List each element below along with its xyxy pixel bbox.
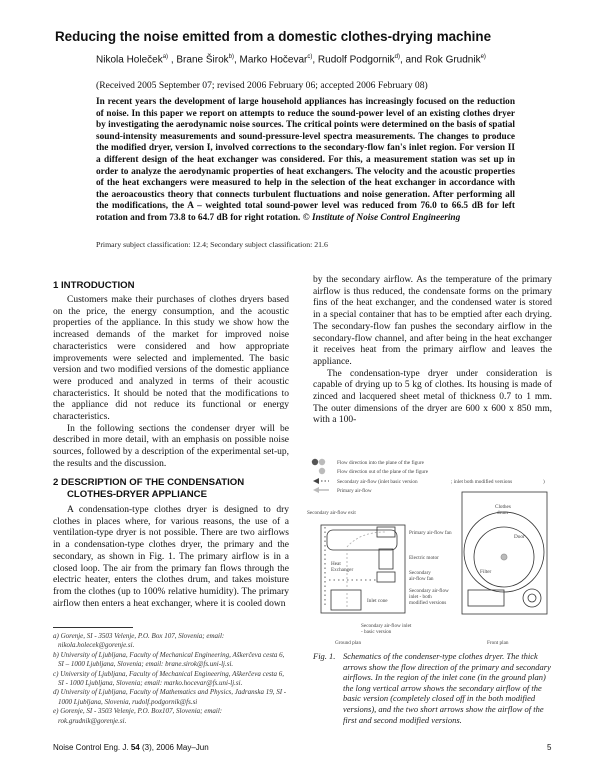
subject-classification: Primary subject classification: 12.4; Secondary subject classification: 21.6 <box>96 240 328 249</box>
figure-label: Filter <box>480 569 492 575</box>
section-heading: 1 INTRODUCTION <box>53 280 135 291</box>
affiliation-mark: c) <box>307 54 313 60</box>
flow-into-icon <box>312 459 318 465</box>
journal-footer <box>53 743 209 752</box>
legend-label: ) <box>543 479 545 485</box>
footnote: c) University of Ljubljana, Faculty of Mechanical Engineering, Aškerčeva cesta 6, SI - 1000 Ljubljana, Slovenia; email: marko.hocevar@fs.uni-lj.si. <box>53 669 285 688</box>
ground-plan <box>307 509 452 646</box>
secondary-arrow-icon <box>313 478 319 484</box>
figure-label: Electric motor <box>409 555 439 561</box>
journal-volume: 54 <box>130 743 140 752</box>
section-introduction <box>53 280 289 471</box>
journal-issue: (3), 2006 May–Jun <box>141 743 209 752</box>
author-list: Nikola Holeček$^{a)}$ , Brane Širok$^{b)}$, Marko Hočevar$^{c)}$, Rudolf Podgornik$^{d)}$, and Rok Grudnik$^{e)}$ <box>96 54 486 66</box>
section-description <box>53 477 289 610</box>
footnote: d) University of Ljubljana, Faculty of Mathematics and Physics, Jadranska 19, SI - 1000 Ljubljana, Slovenia, rudolf.podgornik@fs.si <box>53 688 287 706</box>
paragraph: by the secondary airflow. As the temperature of the primary airflow is thus reduced, the condensate forms on the primary fins of the heat exchanger, and the condensed water is stored in a special container that has to be emptied after each drying. The secondary-flow fan pushes the secondary airflow in the secondary-flow channel, and after being in the heat exchanger it receives heat from the primary airflow and leaves the appliance. <box>313 275 552 367</box>
figure-label: Exchanger <box>331 567 354 573</box>
paragraph: The condensation-type dryer under consideration is capable of drying up to 5 kg of clothes. Its housing is made of zinced and lacquered sheet metal of thickness 0.7 to 1 mm. The outer dimensions of the dryer are 600 x 600 x 850 mm, with a 100- <box>313 368 552 426</box>
footnote-divider <box>53 627 133 628</box>
paragraph: In the following sections the condenser dryer will be described in more detail, with an emphasis on possible noise sources, followed by a description of the experimental set-up, the results and the discussion. <box>53 423 289 469</box>
figure-caption <box>313 651 553 725</box>
figure-label: air-flow fan <box>409 576 434 582</box>
legend-label: ; inlet both modified versions <box>451 479 513 485</box>
footnote: b) University of Ljubljana, Faculty of Mechanical Engineering, Aškerčeva cesta 6, SI – 1000 Ljubljana, Slovenia; email: brane.sirok@fs.uni-lj.si. <box>53 650 285 669</box>
affiliation-mark: e) <box>480 54 486 60</box>
page-number: 5 <box>547 743 552 752</box>
legend-label: Flow direction out of the plane of the figure <box>337 469 429 475</box>
author: Marko Hočevar <box>239 54 308 66</box>
primary-arrow-icon <box>313 487 319 493</box>
figure-label: Heat <box>331 561 341 567</box>
caption-text: Schematics of the condenser-type clothes dryer. The thick arrows show the flow direction of the primary and secondary airflows. In the region of the inlet cone (in the ground plan) the long vertical arrow shows the secondary airflow of the basic version (completely closed off in the both modified versions), and the two short arrows show the airflow of the first and second modified versions. <box>343 651 551 725</box>
flow-out-icon <box>319 468 325 474</box>
figure-label: Door <box>514 534 525 540</box>
footnote: e) Gorenje, SI - 3503 Velenje, P.O. Box107, Slovenia; email: rok.grudnik@gorenje.si. <box>53 707 223 725</box>
legend-label: Flow direction into the plane of the figure <box>337 460 424 466</box>
section-heading: 2 DESCRIPTION OF THE CONDENSATION CLOTHES-DRYER APPLIANCE <box>53 477 245 500</box>
author: Rok Grudnik <box>425 54 481 66</box>
figure-label: Front plan <box>487 640 509 646</box>
affiliation-mark: b) <box>228 54 234 60</box>
figure-label: Ground plan <box>335 640 362 646</box>
figure-legend <box>312 459 545 494</box>
abstract-text: In recent years the development of large household appliances has increasingly focused on the reduction of noise. In this paper we report on attempts to reduce the sound-power level of an existing clothes dryer by investigating the aerodynamic noise sources. The critical points were determined on the basis of spatial sound-intensity measurements and sound-pressure-level spectra measurements. The changes to produce the modified dryer, version I, involved corrections to the secondary-flow fan's inlet region. For version II a different design of the heat exchanger was considered. For this, a measurement station was set up in order to analyze the aerodynamic properties of heat exchangers. The velocity and the acoustic properties of the heat exchangers were measured to help in the selection of the heat exchanger in accordance with the aeroacoustics theory that connects turbulent fluctuations and noise generation. After performing all the modifications, the A – weighted total sound-power level was reduced from 76.0 to 66.5 dB for left rotation and from 73.8 to 64.7 dB for right rotation. <box>96 97 515 223</box>
author: Brane Širok <box>176 54 229 66</box>
abstract <box>96 97 515 225</box>
front-plan <box>462 492 547 646</box>
paper-title: Reducing the noise emitted from a domestic clothes-drying machine <box>55 29 492 44</box>
figure-label: Clothes <box>495 504 511 510</box>
figure-label: drum <box>497 510 508 516</box>
figure-label: Secondary air-flow inlet <box>361 623 412 629</box>
author: Nikola Holeček <box>96 54 163 66</box>
figure-label: modified versions <box>409 600 447 606</box>
affiliation-mark: d) <box>394 54 400 60</box>
footnotes <box>53 632 289 726</box>
author: Rudolf Podgornik <box>317 54 395 66</box>
paragraph: Customers make their purchases of clothes dryers based on the price, the energy consumption, and the acoustic properties of the appliance. In this study we show how the increased demands of the market for improved noise characteristics were considered and how appropriate improvements were selected and implemented. The basic version and two modified versions of the domestic appliance were produced and analyzed in terms of their acoustic characteristics. It should be noted that the modifications to the appliance did not reduce its functional or energy characteristics. <box>53 295 289 423</box>
figure-label: Secondary air-flow <box>409 588 449 594</box>
affiliation-mark: a) <box>162 54 169 60</box>
journal-name: Noise Control Eng. J. <box>53 743 129 752</box>
figure-label: Secondary <box>409 570 431 576</box>
author-conjunction: and <box>405 54 423 66</box>
figure-dryer-schematic <box>305 452 595 652</box>
figure-label: Secondary air-flow exit <box>307 510 356 516</box>
received-dates: (Received 2005 September 07; revised 2006 February 06; accepted 2006 February 08) <box>96 80 428 91</box>
right-column-text <box>313 275 552 427</box>
figure-label: Inlet cone <box>367 598 388 604</box>
flow-into-icon <box>319 459 325 465</box>
caption-label: Fig. 1. <box>313 651 336 661</box>
paragraph: A condensation-type clothes dryer is designed to dry clothes in places where, for various reasons, the use of a ventilation-type dryer is not possible. There are two airflows in a condensation-type clothes dryer, the primary and the secondary, as shown in Fig. 1. The primary airflow is in a closed loop. The air from the primary fan flows through the electric heater, enters the clothes drum, and takes moisture from the clothes (up to 100% relative humidity). The primary airflow then enters a heat exchanger, where it is cooled down <box>53 505 289 609</box>
footnote: a) Gorenje, SI - 3503 Velenje, P.O. Box 107, Slovenia; email: nikola.holecek@gorenje.si. <box>53 632 225 650</box>
figure-label: inlet - both <box>409 594 432 600</box>
legend-label: Primary air-flow <box>337 488 372 494</box>
figure-label: - basic version <box>361 629 392 635</box>
copyright: © Institute of Noise Control Engineering <box>302 212 461 223</box>
legend-label: Secondary air-flow (inlet basic version <box>337 479 418 485</box>
figure-label: Primary air-flow fan <box>409 530 452 536</box>
